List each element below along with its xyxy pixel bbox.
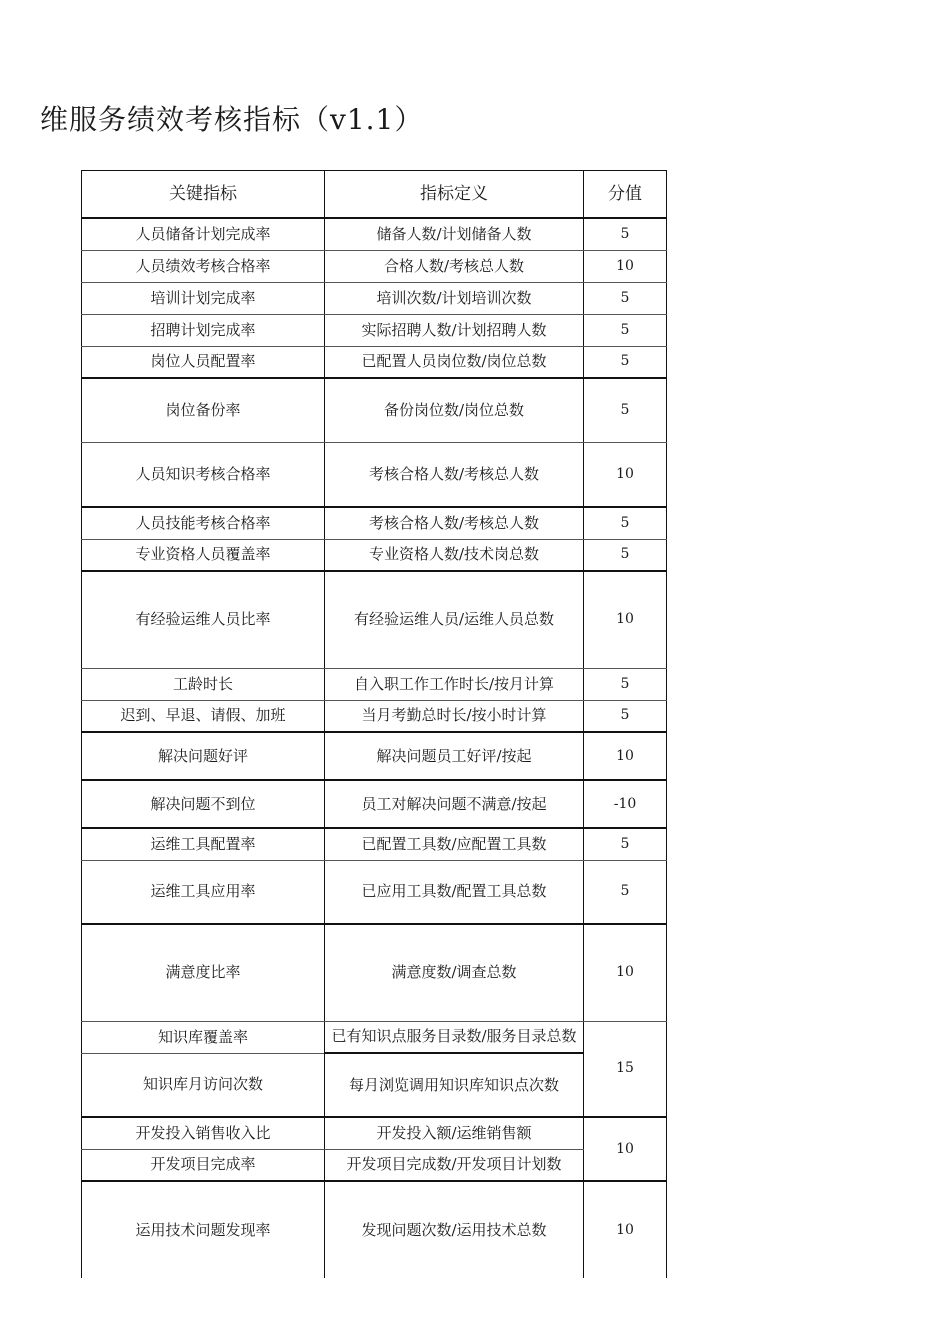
score-cell: 5 <box>584 346 667 378</box>
score-cell: 5 <box>584 282 667 314</box>
score-cell: 5 <box>584 668 667 700</box>
definition-cell: 考核合格人数/考核总人数 <box>325 442 584 507</box>
score-cell: 5 <box>584 314 667 346</box>
definition-cell: 合格人数/考核总人数 <box>325 250 584 282</box>
table-row <box>82 860 667 924</box>
score-cell: 10 <box>584 924 667 1021</box>
score-cell: 10 <box>584 732 667 780</box>
definition-cell: 开发项目完成数/开发项目计划数 <box>325 1149 584 1181</box>
table-row <box>82 1021 667 1053</box>
table-row <box>82 346 667 378</box>
table-row <box>82 314 667 346</box>
indicator-cell: 专业资格人员覆盖率 <box>82 539 325 571</box>
indicator-cell: 知识库覆盖率 <box>82 1021 325 1053</box>
score-cell: 5 <box>584 378 667 442</box>
score-cell: -10 <box>584 780 667 828</box>
indicator-cell: 知识库月访问次数 <box>82 1053 325 1117</box>
definition-cell: 已配置人员岗位数/岗位总数 <box>325 346 584 378</box>
definition-cell: 有经验运维人员/运维人员总数 <box>325 571 584 668</box>
indicator-cell: 工龄时长 <box>82 668 325 700</box>
indicator-cell: 迟到、早退、请假、加班 <box>82 700 325 732</box>
table-row <box>82 1117 667 1149</box>
score-cell: 5 <box>584 828 667 860</box>
score-cell: 5 <box>584 218 667 250</box>
indicator-cell: 解决问题好评 <box>82 732 325 780</box>
table-header-row <box>82 171 667 219</box>
indicator-cell: 岗位人员配置率 <box>82 346 325 378</box>
table-row <box>82 668 667 700</box>
table-row <box>82 539 667 571</box>
table-row <box>82 250 667 282</box>
score-cell: 10 <box>584 1117 667 1181</box>
indicator-cell: 解决问题不到位 <box>82 780 325 828</box>
header-definition: 指标定义 <box>325 171 584 219</box>
indicator-cell: 开发投入销售收入比 <box>82 1117 325 1149</box>
definition-cell: 备份岗位数/岗位总数 <box>325 378 584 442</box>
table-row <box>82 1181 667 1278</box>
score-cell: 5 <box>584 539 667 571</box>
definition-cell: 当月考勤总时长/按小时计算 <box>325 700 584 732</box>
table-row <box>82 571 667 668</box>
table-row <box>82 780 667 828</box>
indicator-cell: 开发项目完成率 <box>82 1149 325 1181</box>
score-cell: 15 <box>584 1021 667 1117</box>
table-row <box>82 218 667 250</box>
definition-cell: 解决问题员工好评/按起 <box>325 732 584 780</box>
table-row <box>82 1053 667 1117</box>
definition-cell: 自入职工作工作时长/按月计算 <box>325 668 584 700</box>
kpi-table <box>81 170 667 1278</box>
table-row <box>82 282 667 314</box>
table-row <box>82 442 667 507</box>
score-cell: 10 <box>584 1181 667 1278</box>
table-row <box>82 828 667 860</box>
score-cell: 5 <box>584 860 667 924</box>
page-title: 维服务绩效考核指标（v1.1） <box>40 103 424 136</box>
score-cell: 5 <box>584 507 667 539</box>
definition-cell: 专业资格人数/技术岗总数 <box>325 539 584 571</box>
definition-cell: 每月浏览调用知识库知识点次数 <box>325 1053 584 1117</box>
indicator-cell: 人员储备计划完成率 <box>82 218 325 250</box>
score-cell: 10 <box>584 250 667 282</box>
indicator-cell: 培训计划完成率 <box>82 282 325 314</box>
definition-cell: 储备人数/计划储备人数 <box>325 218 584 250</box>
definition-cell: 已配置工具数/应配置工具数 <box>325 828 584 860</box>
indicator-cell: 招聘计划完成率 <box>82 314 325 346</box>
table-row <box>82 1149 667 1181</box>
definition-cell: 考核合格人数/考核总人数 <box>325 507 584 539</box>
indicator-cell: 人员绩效考核合格率 <box>82 250 325 282</box>
score-cell: 10 <box>584 571 667 668</box>
indicator-cell: 岗位备份率 <box>82 378 325 442</box>
definition-cell: 培训次数/计划培训次数 <box>325 282 584 314</box>
indicator-cell: 运维工具应用率 <box>82 860 325 924</box>
indicator-cell: 人员知识考核合格率 <box>82 442 325 507</box>
table-row <box>82 378 667 442</box>
indicator-cell: 运维工具配置率 <box>82 828 325 860</box>
definition-cell: 已有知识点服务目录数/服务目录总数 <box>325 1021 584 1053</box>
definition-cell: 开发投入额/运维销售额 <box>325 1117 584 1149</box>
header-score: 分值 <box>584 171 667 219</box>
table-row <box>82 924 667 1021</box>
indicator-cell: 运用技术问题发现率 <box>82 1181 325 1278</box>
definition-cell: 已应用工具数/配置工具总数 <box>325 860 584 924</box>
definition-cell: 满意度数/调查总数 <box>325 924 584 1021</box>
table-row <box>82 732 667 780</box>
indicator-cell: 人员技能考核合格率 <box>82 507 325 539</box>
header-key-indicator: 关键指标 <box>82 171 325 219</box>
definition-cell: 发现问题次数/运用技术总数 <box>325 1181 584 1278</box>
table-row <box>82 507 667 539</box>
indicator-cell: 满意度比率 <box>82 924 325 1021</box>
table-row <box>82 700 667 732</box>
definition-cell: 实际招聘人数/计划招聘人数 <box>325 314 584 346</box>
definition-cell: 员工对解决问题不满意/按起 <box>325 780 584 828</box>
score-cell: 5 <box>584 700 667 732</box>
indicator-cell: 有经验运维人员比率 <box>82 571 325 668</box>
score-cell: 10 <box>584 442 667 507</box>
